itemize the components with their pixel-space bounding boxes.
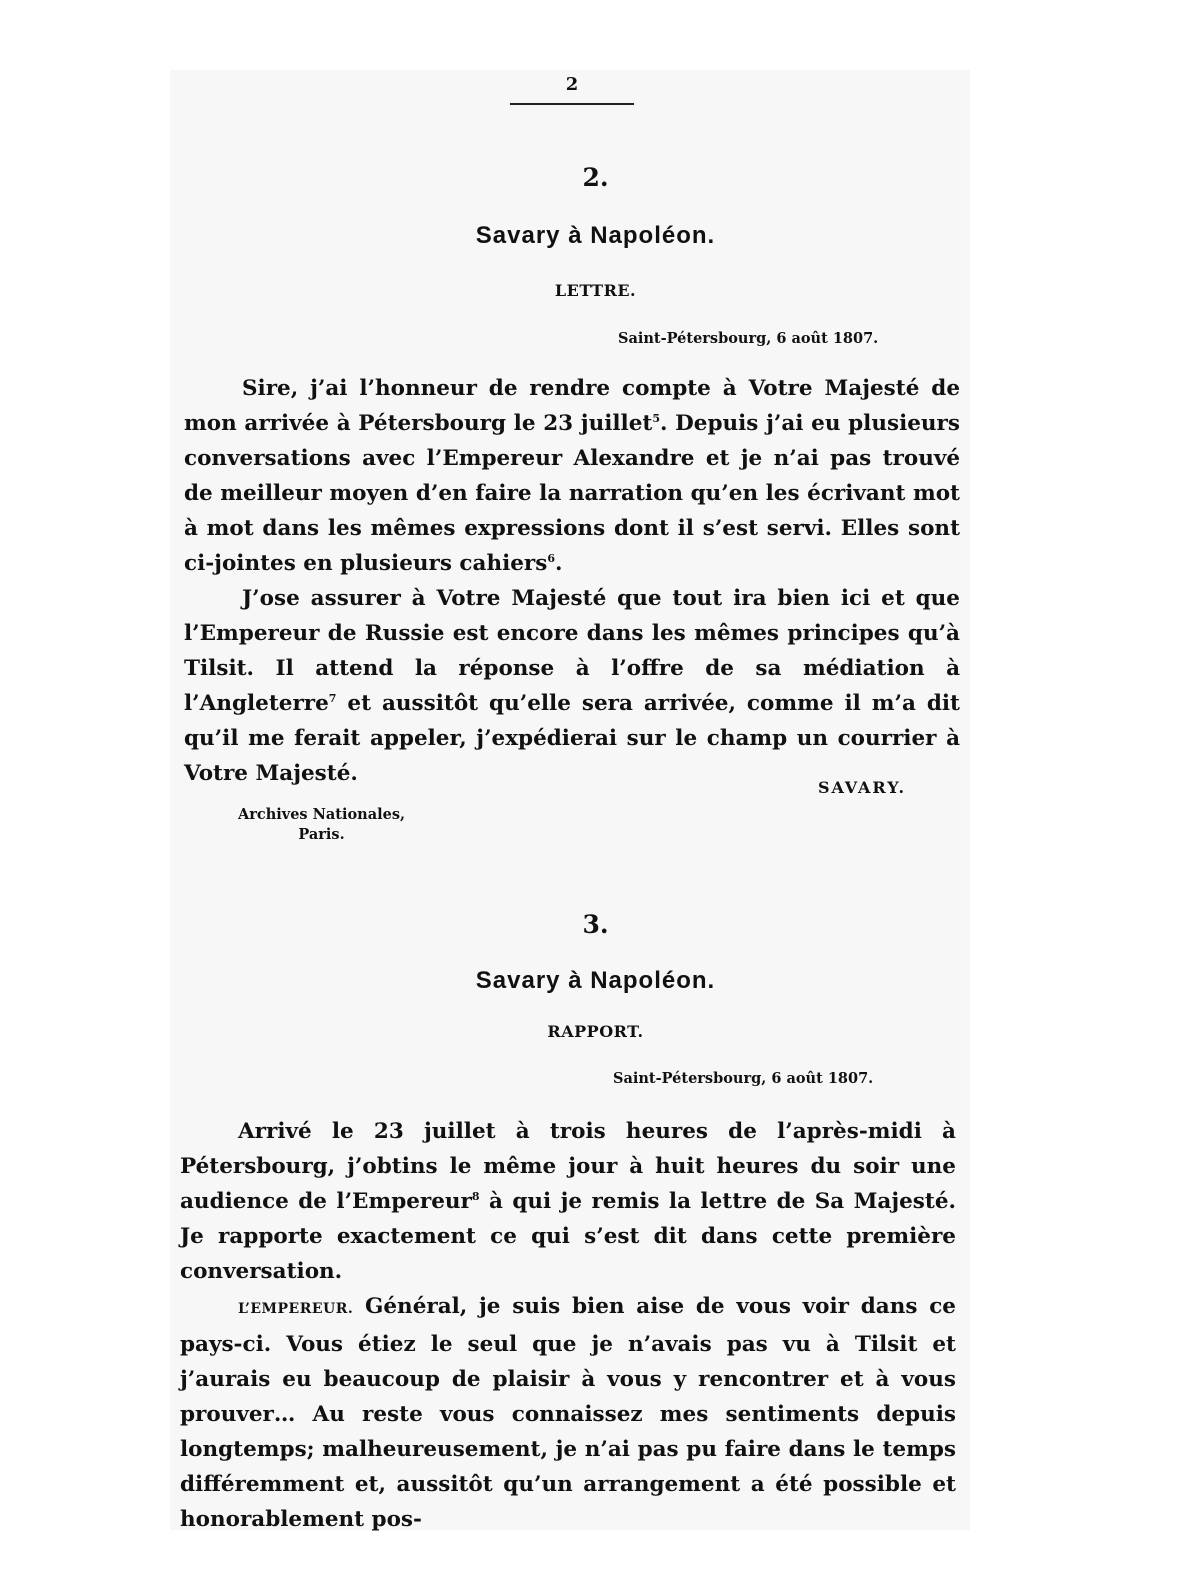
doc2-dateline: Saint-Pétersbourg, 6 août 1807. xyxy=(618,330,879,347)
doc2-archive-source xyxy=(238,805,405,845)
doc3-dateline: Saint-Pétersbourg, 6 août 1807. xyxy=(613,1070,874,1087)
doc3-title: Savary à Napoléon. xyxy=(475,967,716,994)
speaker-label: L’EMPEREUR. xyxy=(238,1301,354,1317)
page-number-rule xyxy=(510,103,634,105)
footnote-ref-8: 8 xyxy=(471,1189,480,1203)
doc2-p1-text-a: Sire, j’ai l’honneur de rendre compte à Votre Majesté de mon arrivée à Pétersbourg le 23 juillet xyxy=(184,376,960,436)
doc2-signature: SAVARY. xyxy=(818,778,907,797)
doc3-paragraph-1 xyxy=(180,1114,956,1289)
doc3-p1-text-b: à qui je remis la lettre de Sa Majesté. Je rapporte exactement ce qui s’est dit dans cette première conversation. xyxy=(180,1189,956,1284)
doc3-number: 3. xyxy=(582,910,609,939)
footnote-ref-5: 5 xyxy=(652,411,660,425)
page-number: 2 xyxy=(565,74,579,95)
doc2-p2-text-b: et aussitôt qu’elle sera arrivée, comme il m’a dit qu’il me ferait appeler, j’expédierai sur le champ un courrier à Votre Majesté. xyxy=(184,691,960,786)
doc2-p2-text-a: J’ose assurer à Votre Majesté que tout ira bien ici et que l’Empereur de Russie est encore dans les mêmes principes qu’à Tilsit. Il attend la réponse à l’offre de sa médiation à l’Angleterre xyxy=(184,586,960,716)
doc2-body xyxy=(184,371,960,791)
footnote-ref-7: 7 xyxy=(328,691,337,705)
doc3-body xyxy=(180,1114,956,1537)
doc2-paragraph-2 xyxy=(184,581,960,791)
doc2-kind: LETTRE. xyxy=(554,281,637,300)
doc3-p2-text: Général, je suis bien aise de vous voir dans ce pays-ci. Vous étiez le seul que je n’avais pas vu à Tilsit et j’aurais eu beaucoup de plaisir à vous y rencontrer et à vous prouver… Au reste vous connaissez mes sentiments depuis longtemps; malheureusement, je n’ai pas pu faire dans le temps différemment et, aussitôt qu’un arrangement a été possible et honorablement pos- xyxy=(180,1294,956,1532)
doc3-kind: RAPPORT. xyxy=(547,1022,644,1041)
doc2-paragraph-1 xyxy=(184,371,960,581)
source-line-1: Archives Nationales, xyxy=(238,806,406,823)
doc2-number: 2. xyxy=(582,163,609,192)
doc2-p1-text-b: . Depuis j’ai eu plusieurs conversations avec l’Empereur Alexandre et je n’ai pas trouvé de meilleur moyen d’en faire la narration qu’en les écrivant mot à mot dans les mêmes expressions dont il s’est servi. Elles sont ci-jointes en plusieurs cahiers xyxy=(184,411,960,576)
source-line-2: Paris. xyxy=(298,826,345,843)
doc3-p1-text-a: Arrivé le 23 juillet à trois heures de l’après-midi à Pétersbourg, j’obtins le même jour à huit heures du soir une audience de l’Empereur xyxy=(180,1119,956,1214)
doc2-title: Savary à Napoléon. xyxy=(475,222,716,249)
footnote-ref-6: 6 xyxy=(547,551,556,565)
doc2-p1-text-c: . xyxy=(555,551,563,576)
doc3-paragraph-2 xyxy=(180,1289,956,1537)
